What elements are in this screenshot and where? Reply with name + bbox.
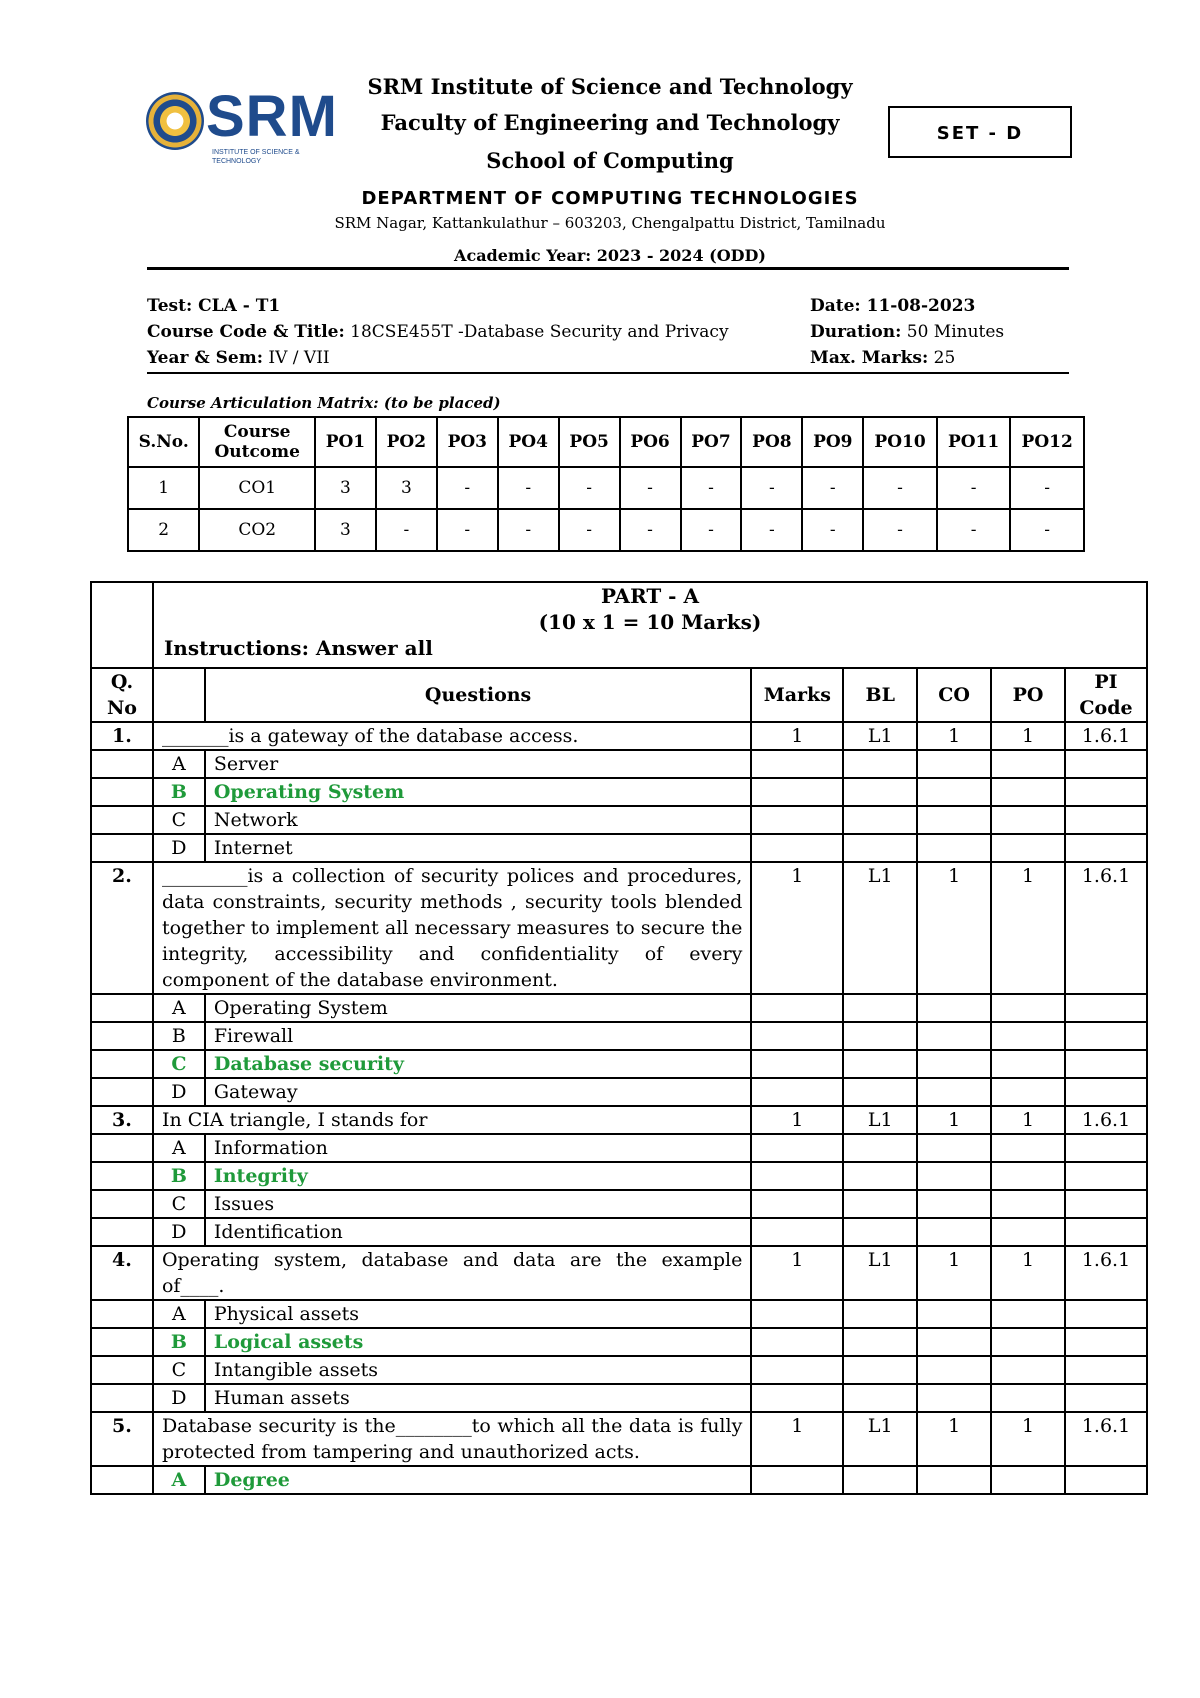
col-questions: Questions bbox=[205, 668, 751, 722]
question-co: 1 bbox=[917, 1106, 991, 1134]
matrix-cell: - bbox=[681, 467, 742, 509]
matrix-cell: CO2 bbox=[199, 509, 315, 551]
question-pi: 1.6.1 bbox=[1065, 722, 1147, 750]
question-marks: 1 bbox=[751, 1246, 843, 1300]
option-letter: D bbox=[153, 834, 205, 862]
option-text: Firewall bbox=[205, 1022, 751, 1050]
matrix-cell: - bbox=[863, 467, 937, 509]
srm-logo bbox=[140, 84, 350, 170]
matrix-cell: PO5 bbox=[559, 417, 620, 467]
matrix-cell: S.No. bbox=[128, 417, 199, 467]
matrix-cell: PO9 bbox=[802, 417, 863, 467]
date-label: Date: 11-08-2023 bbox=[810, 296, 976, 316]
matrix-cell: PO11 bbox=[937, 417, 1011, 467]
correct-option-text: Integrity bbox=[205, 1162, 751, 1190]
matrix-cell: CO1 bbox=[199, 467, 315, 509]
correct-option-text: Degree bbox=[205, 1466, 751, 1494]
option-row bbox=[91, 1050, 1147, 1078]
matrix-cell: - bbox=[1010, 509, 1084, 551]
option-text: Human assets bbox=[205, 1384, 751, 1412]
matrix-cell: - bbox=[1010, 467, 1084, 509]
year-line bbox=[147, 348, 330, 368]
academic-year: Academic Year: 2023 - 2024 (ODD) bbox=[454, 246, 766, 265]
info-divider bbox=[147, 372, 1069, 374]
question-text: Database security is the________to which all the data is fully protected from tampering and unauthorized acts. bbox=[153, 1412, 751, 1466]
option-letter: C bbox=[153, 1190, 205, 1218]
matrix-cell: - bbox=[937, 509, 1011, 551]
matrix-cell: - bbox=[741, 467, 802, 509]
option-text: Operating System bbox=[205, 994, 751, 1022]
matrix-cell: PO7 bbox=[681, 417, 742, 467]
question-row bbox=[91, 1412, 1147, 1466]
option-letter: A bbox=[153, 1466, 205, 1494]
matrix-cell: - bbox=[802, 467, 863, 509]
matrix-cell: PO12 bbox=[1010, 417, 1084, 467]
question-row bbox=[91, 1246, 1147, 1300]
option-row bbox=[91, 1022, 1147, 1050]
matrix-cell: 3 bbox=[315, 467, 376, 509]
matrix-row bbox=[128, 467, 1084, 509]
matrix-cell: PO8 bbox=[741, 417, 802, 467]
option-letter: A bbox=[153, 1134, 205, 1162]
option-text: Gateway bbox=[205, 1078, 751, 1106]
question-pi: 1.6.1 bbox=[1065, 1246, 1147, 1300]
correct-option-text: Database security bbox=[205, 1050, 751, 1078]
question-row bbox=[91, 1106, 1147, 1134]
option-letter: A bbox=[153, 994, 205, 1022]
col-marks: Marks bbox=[751, 668, 843, 722]
question-number: 2. bbox=[91, 862, 153, 994]
option-text: Internet bbox=[205, 834, 751, 862]
option-row bbox=[91, 1162, 1147, 1190]
marks-label: Max. Marks: bbox=[810, 348, 929, 368]
option-text: Information bbox=[205, 1134, 751, 1162]
question-number: 5. bbox=[91, 1412, 153, 1466]
option-letter: A bbox=[153, 750, 205, 778]
option-row bbox=[91, 1328, 1147, 1356]
course-line bbox=[147, 322, 729, 342]
question-row bbox=[91, 722, 1147, 750]
matrix-cell: - bbox=[559, 467, 620, 509]
matrix-cell: - bbox=[620, 509, 681, 551]
option-row bbox=[91, 750, 1147, 778]
question-co: 1 bbox=[917, 1246, 991, 1300]
matrix-cell: - bbox=[937, 467, 1011, 509]
logo-text: SRM bbox=[206, 84, 338, 149]
duration-label: Duration: bbox=[810, 322, 902, 342]
year-value: IV / VII bbox=[268, 348, 330, 368]
question-bl: L1 bbox=[843, 722, 917, 750]
header-divider bbox=[147, 267, 1069, 270]
articulation-matrix bbox=[127, 416, 1085, 552]
question-number: 1. bbox=[91, 722, 153, 750]
matrix-cell: - bbox=[437, 509, 498, 551]
col-q-no: Q. No bbox=[91, 668, 153, 722]
question-co: 1 bbox=[917, 862, 991, 994]
matrix-cell: - bbox=[681, 509, 742, 551]
matrix-cell: 3 bbox=[376, 467, 437, 509]
matrix-caption: Course Articulation Matrix: (to be placed) bbox=[147, 394, 501, 412]
matrix-cell: PO3 bbox=[437, 417, 498, 467]
question-bl: L1 bbox=[843, 862, 917, 994]
correct-option-text: Logical assets bbox=[205, 1328, 751, 1356]
option-letter: B bbox=[153, 1328, 205, 1356]
question-po: 1 bbox=[991, 722, 1065, 750]
option-row bbox=[91, 1356, 1147, 1384]
matrix-cell: PO2 bbox=[376, 417, 437, 467]
part-a-marks: (10 x 1 = 10 Marks) bbox=[538, 610, 762, 634]
col-po: PO bbox=[991, 668, 1065, 722]
question-co: 1 bbox=[917, 722, 991, 750]
option-row bbox=[91, 806, 1147, 834]
address: SRM Nagar, Kattankulathur – 603203, Chengalpattu District, Tamilnadu bbox=[334, 214, 886, 232]
marks-value: 25 bbox=[933, 348, 956, 368]
option-row bbox=[91, 1466, 1147, 1494]
part-a-instructions: Instructions: Answer all bbox=[163, 636, 433, 660]
question-text: In CIA triangle, I stands for bbox=[153, 1106, 751, 1134]
course-value: 18CSE455T -Database Security and Privacy bbox=[350, 322, 729, 342]
option-text: Server bbox=[205, 750, 751, 778]
course-label: Course Code & Title: bbox=[147, 322, 345, 342]
question-bl: L1 bbox=[843, 1412, 917, 1466]
matrix-cell: - bbox=[498, 509, 559, 551]
option-text: Issues bbox=[205, 1190, 751, 1218]
question-row bbox=[91, 862, 1147, 994]
matrix-cell: 2 bbox=[128, 509, 199, 551]
question-po: 1 bbox=[991, 1106, 1065, 1134]
matrix-cell: - bbox=[741, 509, 802, 551]
logo-subtext: INSTITUTE OF SCIENCE & TECHNOLOGY bbox=[212, 149, 300, 165]
col-pi-code: PI Code bbox=[1065, 668, 1147, 722]
matrix-cell: PO4 bbox=[498, 417, 559, 467]
option-letter: C bbox=[153, 1356, 205, 1384]
question-po: 1 bbox=[991, 1246, 1065, 1300]
col-co: CO bbox=[917, 668, 991, 722]
question-number: 4. bbox=[91, 1246, 153, 1300]
question-bl: L1 bbox=[843, 1106, 917, 1134]
question-po: 1 bbox=[991, 862, 1065, 994]
matrix-row bbox=[128, 509, 1084, 551]
institute-name: SRM Institute of Science and Technology bbox=[367, 74, 853, 99]
option-row bbox=[91, 834, 1147, 862]
option-row bbox=[91, 1078, 1147, 1106]
duration-line bbox=[810, 322, 1004, 342]
matrix-cell: PO10 bbox=[863, 417, 937, 467]
option-letter: B bbox=[153, 778, 205, 806]
question-marks: 1 bbox=[751, 862, 843, 994]
option-text: Network bbox=[205, 806, 751, 834]
option-row bbox=[91, 1134, 1147, 1162]
question-text: _______is a gateway of the database access. bbox=[153, 722, 751, 750]
question-text: _________is a collection of security polices and procedures, data constraints, security methods , security tools blended together to implement all necessary measures to secure the integrity, accessibility and confidentiality of every component of the database environment. bbox=[153, 862, 751, 994]
duration-value: 50 Minutes bbox=[906, 322, 1005, 342]
marks-line bbox=[810, 348, 955, 368]
option-row bbox=[91, 778, 1147, 806]
matrix-cell: PO1 bbox=[315, 417, 376, 467]
department-name: DEPARTMENT OF COMPUTING TECHNOLOGIES bbox=[361, 188, 859, 209]
option-row bbox=[91, 994, 1147, 1022]
column-header-row bbox=[91, 668, 1147, 722]
matrix-cell: - bbox=[559, 509, 620, 551]
matrix-cell: - bbox=[376, 509, 437, 551]
correct-option-text: Operating System bbox=[205, 778, 751, 806]
question-pi: 1.6.1 bbox=[1065, 1412, 1147, 1466]
option-letter: D bbox=[153, 1078, 205, 1106]
faculty-name: Faculty of Engineering and Technology bbox=[380, 110, 840, 135]
matrix-cell: - bbox=[802, 509, 863, 551]
matrix-cell: - bbox=[498, 467, 559, 509]
option-letter: B bbox=[153, 1022, 205, 1050]
matrix-cell: 1 bbox=[128, 467, 199, 509]
matrix-cell: PO6 bbox=[620, 417, 681, 467]
option-letter: A bbox=[153, 1300, 205, 1328]
option-row bbox=[91, 1384, 1147, 1412]
matrix-cell: - bbox=[620, 467, 681, 509]
option-letter: B bbox=[153, 1162, 205, 1190]
matrix-header-row bbox=[128, 417, 1084, 467]
question-marks: 1 bbox=[751, 722, 843, 750]
question-text: Operating system, database and data are the example of____. bbox=[153, 1246, 751, 1300]
question-pi: 1.6.1 bbox=[1065, 862, 1147, 994]
question-bl: L1 bbox=[843, 1246, 917, 1300]
option-row bbox=[91, 1218, 1147, 1246]
test-label: Test: CLA - T1 bbox=[147, 296, 281, 316]
matrix-cell: - bbox=[863, 509, 937, 551]
col-bl: BL bbox=[843, 668, 917, 722]
matrix-cell: Course Outcome bbox=[199, 417, 315, 467]
matrix-cell: - bbox=[437, 467, 498, 509]
set-label-box: SET - D bbox=[888, 106, 1072, 158]
year-label: Year & Sem: bbox=[147, 348, 263, 368]
question-pi: 1.6.1 bbox=[1065, 1106, 1147, 1134]
matrix-cell: 3 bbox=[315, 509, 376, 551]
option-letter: D bbox=[153, 1218, 205, 1246]
option-letter: C bbox=[153, 806, 205, 834]
option-text: Physical assets bbox=[205, 1300, 751, 1328]
question-number: 3. bbox=[91, 1106, 153, 1134]
part-a-title: PART - A bbox=[600, 584, 699, 608]
question-po: 1 bbox=[991, 1412, 1065, 1466]
institute-seal-icon bbox=[146, 92, 204, 150]
question-marks: 1 bbox=[751, 1412, 843, 1466]
option-letter: C bbox=[153, 1050, 205, 1078]
part-a-header-row bbox=[91, 582, 1147, 668]
option-letter: D bbox=[153, 1384, 205, 1412]
option-text: Identification bbox=[205, 1218, 751, 1246]
option-text: Intangible assets bbox=[205, 1356, 751, 1384]
school-name: School of Computing bbox=[486, 148, 734, 173]
option-row bbox=[91, 1190, 1147, 1218]
question-marks: 1 bbox=[751, 1106, 843, 1134]
question-co: 1 bbox=[917, 1412, 991, 1466]
part-a-table bbox=[90, 581, 1148, 1495]
option-row bbox=[91, 1300, 1147, 1328]
